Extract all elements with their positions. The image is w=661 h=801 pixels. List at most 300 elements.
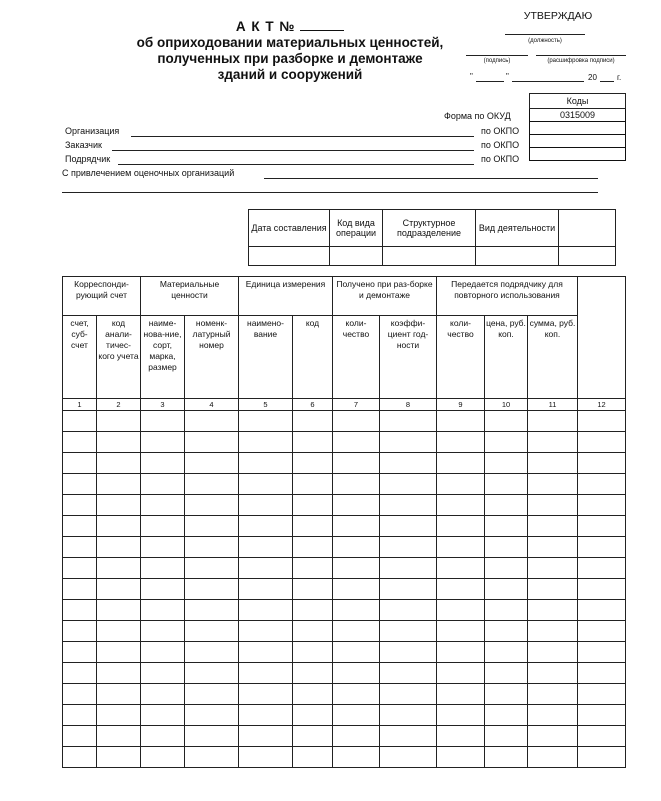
table-cell[interactable] [97,432,141,453]
table-cell[interactable] [437,684,485,705]
table-cell[interactable] [63,663,97,684]
table-cell[interactable] [97,558,141,579]
table-cell[interactable] [485,453,528,474]
table-row [63,726,626,747]
table-cell[interactable] [185,558,239,579]
okpo-customer-cell[interactable] [530,135,626,148]
fitness-coefficient-header: коэффи-циент год-ности [380,316,437,399]
table-cell[interactable] [63,621,97,642]
title-line1: А К Т № [235,19,296,34]
document-title [120,18,460,83]
table-cell[interactable] [380,516,437,537]
organization-label: Организация [65,126,120,136]
table-cell[interactable] [185,495,239,516]
table-cell[interactable] [293,495,333,516]
table-row [63,537,626,558]
operation-code-cell[interactable] [330,247,383,266]
table-cell[interactable] [380,495,437,516]
table-cell[interactable] [293,558,333,579]
table-cell[interactable] [333,747,380,768]
table-cell[interactable] [97,621,141,642]
table-cell[interactable] [333,411,380,432]
table-cell[interactable] [141,642,185,663]
customer-line[interactable] [112,150,474,151]
table-cell[interactable] [141,600,185,621]
table-cell[interactable] [578,705,626,726]
table-cell[interactable] [333,432,380,453]
unit-name-header: наимено-вание [239,316,293,399]
date-day-line[interactable] [476,81,504,82]
column-number: 4 [185,399,239,411]
table-cell[interactable] [333,516,380,537]
customer-label: Заказчик [65,140,102,150]
table-cell[interactable] [293,516,333,537]
table-cell[interactable] [380,558,437,579]
approve-heading: УТВЕРЖДАЮ [523,10,593,22]
position-line[interactable] [505,34,585,35]
table-cell[interactable] [578,726,626,747]
table-cell[interactable] [528,495,578,516]
table-cell[interactable] [528,558,578,579]
table-cell[interactable] [185,705,239,726]
column-number: 5 [239,399,293,411]
table-cell[interactable] [63,516,97,537]
table-cell[interactable] [293,537,333,558]
document-header-table [248,209,616,266]
table-cell[interactable] [528,600,578,621]
decoding-line[interactable] [536,55,626,56]
table-cell[interactable] [185,684,239,705]
table-cell[interactable] [380,537,437,558]
table-cell[interactable] [578,747,626,768]
table-cell[interactable] [141,474,185,495]
table-cell[interactable] [528,453,578,474]
table-cell[interactable] [578,642,626,663]
table-cell[interactable] [239,558,293,579]
date-quote-close: " [506,72,509,81]
table-cell[interactable] [380,726,437,747]
account-group-header: Корреспонди-рующий счет [63,277,141,316]
table-cell[interactable] [437,642,485,663]
date-cell[interactable] [249,247,330,266]
table-cell[interactable] [485,579,528,600]
table-cell[interactable] [97,642,141,663]
table-cell[interactable] [333,537,380,558]
materials-table [62,276,626,768]
table-cell[interactable] [437,516,485,537]
table-cell[interactable] [437,495,485,516]
table-cell[interactable] [437,453,485,474]
table-cell[interactable] [578,516,626,537]
table-cell[interactable] [239,516,293,537]
table-cell[interactable] [293,726,333,747]
operation-code-header: Код вида операции [330,210,383,247]
table-cell[interactable] [333,495,380,516]
table-cell[interactable] [239,495,293,516]
price-header: цена, руб. коп. [485,316,528,399]
table-cell[interactable] [97,516,141,537]
contractor-label: Подрядчик [65,154,111,164]
table-cell[interactable] [185,600,239,621]
table-cell[interactable] [437,411,485,432]
table-row [63,642,626,663]
table-cell[interactable] [528,663,578,684]
table-cell[interactable] [578,537,626,558]
table-cell[interactable] [485,558,528,579]
table-cell[interactable] [437,432,485,453]
table-cell[interactable] [141,537,185,558]
table-cell[interactable] [380,474,437,495]
table-cell[interactable] [185,579,239,600]
table-cell[interactable] [239,726,293,747]
table-cell[interactable] [437,600,485,621]
transferred-group-header: Передается подрядчику для повторного использования [437,277,578,316]
table-cell[interactable] [293,411,333,432]
table-row [63,516,626,537]
table-cell[interactable] [239,537,293,558]
table-cell[interactable] [97,474,141,495]
table-cell[interactable] [185,474,239,495]
table-cell[interactable] [141,621,185,642]
column-numbers-row [63,399,626,411]
table-cell[interactable] [185,747,239,768]
table-cell[interactable] [63,642,97,663]
table-cell[interactable] [63,705,97,726]
signature-line[interactable] [466,55,528,56]
material-name-header: наиме-нова-ние, сорт, марка, размер [141,316,185,399]
table-cell[interactable] [185,621,239,642]
table-cell[interactable] [578,453,626,474]
table-cell[interactable] [293,705,333,726]
table-row [63,474,626,495]
table-cell[interactable] [185,516,239,537]
table-cell[interactable] [528,474,578,495]
table-cell[interactable] [437,705,485,726]
table-cell[interactable] [528,516,578,537]
table-cell[interactable] [97,537,141,558]
nomenclature-number-header: номенк-латурный номер [185,316,239,399]
table-cell[interactable] [437,579,485,600]
table-cell[interactable] [97,726,141,747]
table-cell[interactable] [141,579,185,600]
table-cell[interactable] [437,621,485,642]
table-cell[interactable] [239,432,293,453]
table-cell[interactable] [239,663,293,684]
table-cell[interactable] [485,747,528,768]
table-cell[interactable] [333,453,380,474]
okpo-label-3: по ОКПО [481,154,520,164]
table-cell[interactable] [141,411,185,432]
date-quote-open: " [470,72,473,81]
table-cell[interactable] [333,705,380,726]
table-cell[interactable] [63,747,97,768]
table-cell[interactable] [485,411,528,432]
column-number: 6 [293,399,333,411]
table-cell[interactable] [380,684,437,705]
table-row [63,453,626,474]
table-cell[interactable] [528,432,578,453]
table-cell[interactable] [63,474,97,495]
table-cell[interactable] [141,684,185,705]
table-row [63,600,626,621]
table-cell[interactable] [380,411,437,432]
title-line4: зданий и сооружений [217,67,363,82]
transferred-quantity-header: коли-чество [437,316,485,399]
table-cell[interactable] [63,579,97,600]
table-cell[interactable] [528,747,578,768]
column-number: 1 [63,399,97,411]
table-cell[interactable] [141,663,185,684]
table-cell[interactable] [293,432,333,453]
table-cell[interactable] [485,621,528,642]
table-cell[interactable] [578,684,626,705]
title-line3: полученных при разборке и демонтаже [157,51,423,66]
subaccount-header: счет, суб-счет [63,316,97,399]
okpo-contractor-cell[interactable] [530,148,626,161]
table-cell[interactable] [63,537,97,558]
table-cell[interactable] [485,516,528,537]
okpo-label-1: по ОКПО [481,126,520,136]
table-cell[interactable] [293,621,333,642]
table-cell[interactable] [293,579,333,600]
table-cell[interactable] [437,558,485,579]
table-row [63,495,626,516]
codes-heading: Коды [530,94,626,109]
table-row [63,621,626,642]
table-cell[interactable] [63,558,97,579]
table-cell[interactable] [293,663,333,684]
table-row [63,684,626,705]
table-cell[interactable] [239,411,293,432]
table-cell[interactable] [578,474,626,495]
table-cell[interactable] [239,621,293,642]
column-number: 11 [528,399,578,411]
table-cell[interactable] [239,600,293,621]
table-cell[interactable] [485,663,528,684]
received-quantity-header: коли-чество [333,316,380,399]
table-cell[interactable] [528,642,578,663]
table-row [63,705,626,726]
table-cell[interactable] [380,621,437,642]
okud-value[interactable]: 0315009 [530,109,626,122]
col12-header [578,277,626,399]
table-cell[interactable] [97,411,141,432]
okpo-label-2: по ОКПО [481,140,520,150]
table-cell[interactable] [485,642,528,663]
date-month-line[interactable] [512,81,584,82]
table-cell[interactable] [141,495,185,516]
act-number-field[interactable] [300,18,344,31]
table-cell[interactable] [333,684,380,705]
table-cell[interactable] [333,642,380,663]
table-cell[interactable] [185,411,239,432]
table-cell[interactable] [141,558,185,579]
table-cell[interactable] [380,747,437,768]
table-cell[interactable] [528,537,578,558]
table-cell[interactable] [333,579,380,600]
table-cell[interactable] [141,453,185,474]
analytic-code-header: код анали-тичес-кого учета [97,316,141,399]
title-line2: об оприходовании материальных ценностей, [136,35,444,50]
table-cell[interactable] [380,705,437,726]
table-cell[interactable] [239,705,293,726]
year-line[interactable] [600,81,614,82]
table-cell[interactable] [578,411,626,432]
table-cell[interactable] [97,684,141,705]
column-number: 7 [333,399,380,411]
table-cell[interactable] [485,537,528,558]
table-cell[interactable] [485,705,528,726]
table-cell[interactable] [528,621,578,642]
table-cell[interactable] [578,558,626,579]
table-cell[interactable] [528,726,578,747]
table-cell[interactable] [293,600,333,621]
okpo-organization-cell[interactable] [530,122,626,135]
table-cell[interactable] [239,684,293,705]
table-cell[interactable] [578,432,626,453]
column-number: 8 [380,399,437,411]
table-cell[interactable] [437,663,485,684]
decoding-hint: (расшифровка подписи) [547,58,615,64]
table-cell[interactable] [333,558,380,579]
table-cell[interactable] [293,747,333,768]
sum-header: сумма, руб. коп. [528,316,578,399]
table-cell[interactable] [380,453,437,474]
table-row [63,432,626,453]
table-cell[interactable] [333,474,380,495]
table-cell[interactable] [380,663,437,684]
table-cell[interactable] [63,453,97,474]
table-cell[interactable] [185,726,239,747]
year-prefix: 20 [588,73,597,82]
table-cell[interactable] [528,705,578,726]
table-cell[interactable] [437,537,485,558]
table-cell[interactable] [141,432,185,453]
table-cell[interactable] [293,474,333,495]
date-header: Дата составления [249,210,330,247]
table-cell[interactable] [97,600,141,621]
table-cell[interactable] [185,432,239,453]
table-row [63,579,626,600]
table-cell[interactable] [239,747,293,768]
table-cell[interactable] [141,705,185,726]
materials-group-header: Материальные ценности [141,277,239,316]
table-cell[interactable] [239,474,293,495]
table-cell[interactable] [293,453,333,474]
column-number: 9 [437,399,485,411]
activity-header: Вид деятельности [476,210,559,247]
department-header: Структурное подразделение [383,210,476,247]
organization-line[interactable] [131,136,474,137]
table-cell[interactable] [485,432,528,453]
table-cell[interactable] [333,663,380,684]
table-cell[interactable] [485,684,528,705]
table-cell[interactable] [578,579,626,600]
table-cell[interactable] [528,684,578,705]
table-cell[interactable] [437,474,485,495]
table-cell[interactable] [63,684,97,705]
received-group-header: Получено при раз-борке и демонтаже [333,277,437,316]
unit-group-header: Единица измерения [239,277,333,316]
contractor-line[interactable] [118,164,474,165]
table-cell[interactable] [333,726,380,747]
table-cell[interactable] [239,453,293,474]
table-cell[interactable] [485,474,528,495]
table-cell[interactable] [63,726,97,747]
table-cell[interactable] [528,411,578,432]
table-cell[interactable] [185,453,239,474]
appraisers-line-2[interactable] [62,192,598,193]
table-cell[interactable] [63,495,97,516]
table-cell[interactable] [380,642,437,663]
table-cell[interactable] [239,579,293,600]
extra-cell[interactable] [559,247,616,266]
table-cell[interactable] [185,537,239,558]
table-cell[interactable] [293,684,333,705]
table-cell[interactable] [239,642,293,663]
table-cell[interactable] [97,747,141,768]
activity-cell[interactable] [476,247,559,266]
table-cell[interactable] [293,642,333,663]
table-cell[interactable] [578,600,626,621]
table-cell[interactable] [485,726,528,747]
table-cell[interactable] [380,600,437,621]
department-cell[interactable] [383,247,476,266]
position-hint: (должность) [528,38,562,44]
table-cell[interactable] [578,495,626,516]
table-cell[interactable] [380,579,437,600]
table-cell[interactable] [437,726,485,747]
appraisers-line[interactable] [264,178,598,179]
unit-code-header: код [293,316,333,399]
table-cell[interactable] [485,600,528,621]
column-number: 10 [485,399,528,411]
table-cell[interactable] [437,747,485,768]
table-row [63,663,626,684]
table-cell[interactable] [578,663,626,684]
table-cell[interactable] [97,453,141,474]
column-number: 2 [97,399,141,411]
table-cell[interactable] [141,747,185,768]
signature-hint: (подпись) [483,58,511,64]
table-cell[interactable] [185,642,239,663]
table-cell[interactable] [185,663,239,684]
table-cell[interactable] [141,726,185,747]
table-cell[interactable] [380,432,437,453]
table-cell[interactable] [485,495,528,516]
extra-header [559,210,616,247]
table-row [63,411,626,432]
table-row [63,747,626,768]
table-cell[interactable] [97,495,141,516]
table-cell[interactable] [97,705,141,726]
table-cell[interactable] [141,516,185,537]
column-number: 3 [141,399,185,411]
table-cell[interactable] [63,432,97,453]
column-number: 12 [578,399,626,411]
table-cell[interactable] [333,600,380,621]
table-cell[interactable] [578,621,626,642]
table-cell[interactable] [97,663,141,684]
table-cell[interactable] [97,579,141,600]
table-cell[interactable] [333,621,380,642]
codes-table [529,93,626,161]
table-cell[interactable] [63,600,97,621]
okud-label: Форма по ОКУД [444,111,511,121]
table-cell[interactable] [63,411,97,432]
appraisers-label: С привлечением оценочных организаций [62,168,235,178]
table-cell[interactable] [528,579,578,600]
